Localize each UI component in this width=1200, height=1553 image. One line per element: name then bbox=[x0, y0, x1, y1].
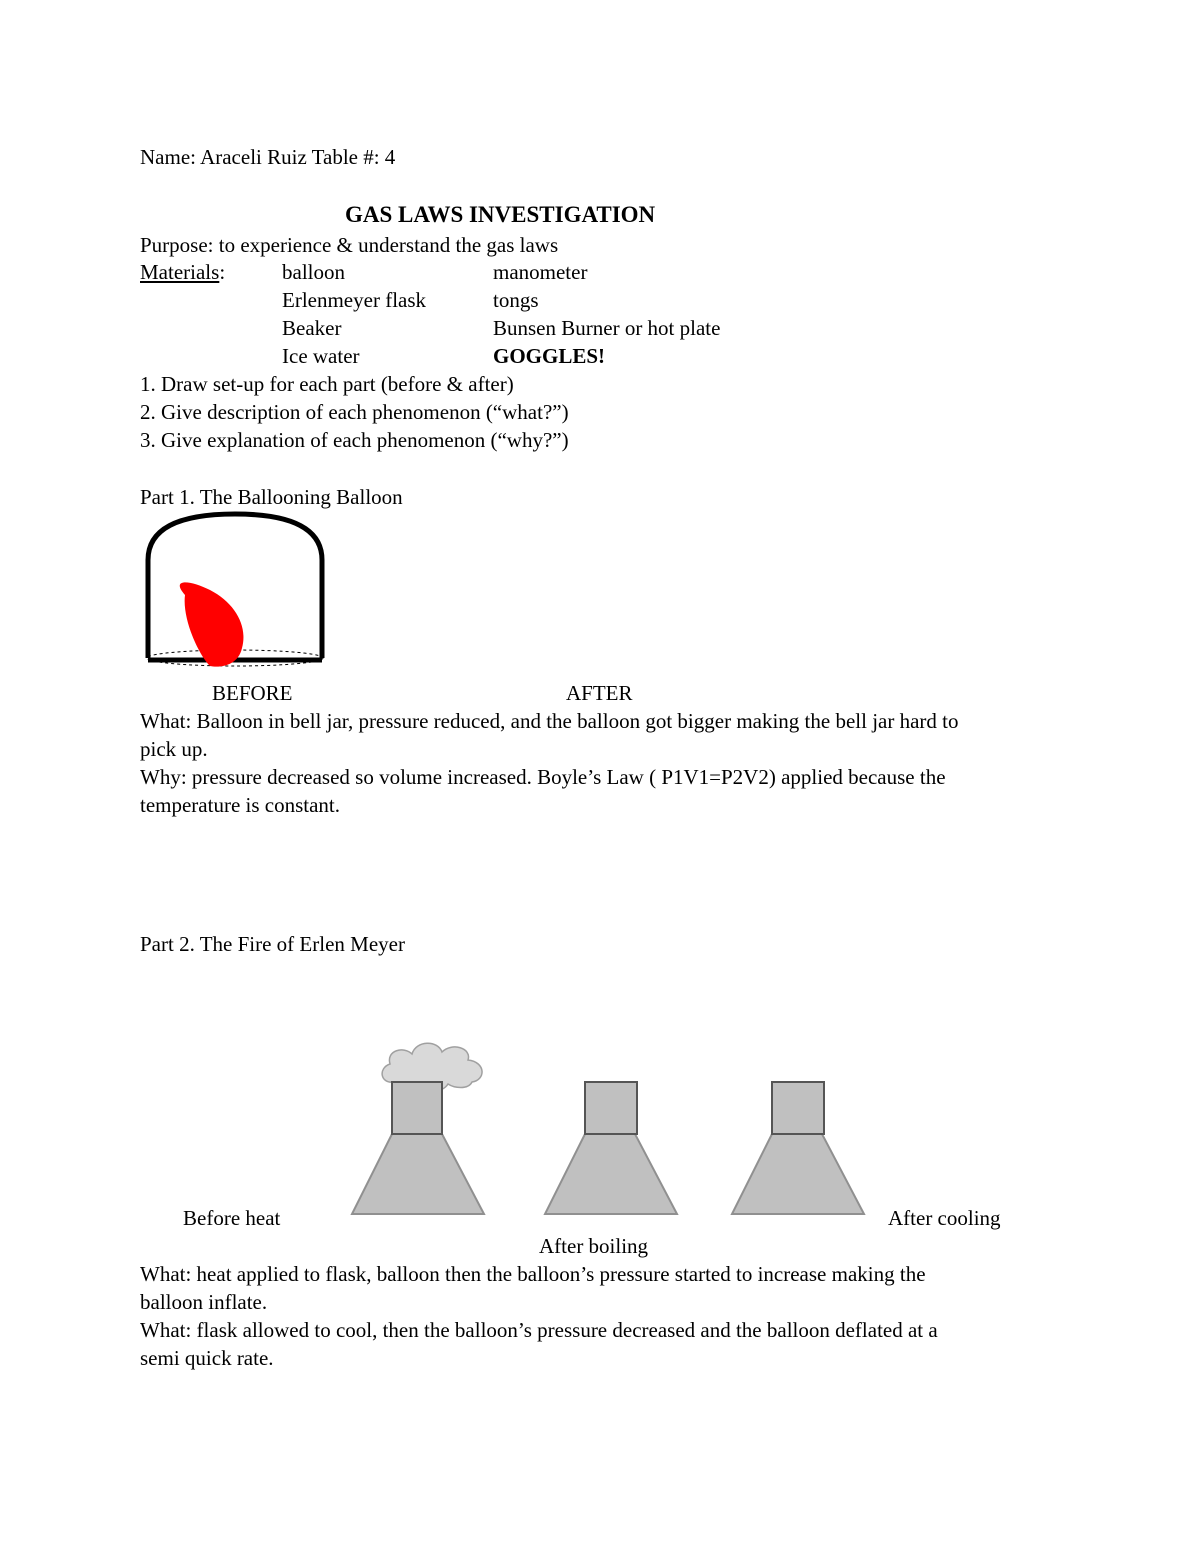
materials-label-wrap bbox=[140, 258, 225, 286]
materials-colon: : bbox=[219, 260, 226, 284]
before-label: BEFORE bbox=[212, 681, 293, 705]
after-boiling-label: After boiling bbox=[539, 1234, 649, 1258]
part1-why-line: Why: pressure decreased so volume increased. Boyle’s Law ( P1V1=P2V2) applied because the bbox=[140, 765, 946, 789]
page-title: GAS LAWS INVESTIGATION bbox=[345, 202, 656, 227]
material-item-goggles: GOGGLES! bbox=[493, 344, 606, 368]
flask-neck bbox=[585, 1082, 637, 1134]
material-item: Ice water bbox=[282, 344, 360, 368]
instruction-item: 2. Give description of each phenomenon (“what?”) bbox=[140, 400, 569, 424]
material-item: Erlenmeyer flask bbox=[282, 288, 427, 312]
bell-jar-drawing bbox=[140, 508, 330, 670]
flask-after-boiling bbox=[543, 1080, 683, 1218]
before-heat-label: Before heat bbox=[183, 1206, 281, 1230]
flask-after-cooling bbox=[730, 1080, 870, 1218]
flask-body bbox=[545, 1134, 677, 1214]
instruction-item: 1. Draw set-up for each part (before & after) bbox=[140, 372, 514, 396]
part2-what-line: semi quick rate. bbox=[140, 1346, 274, 1370]
after-cooling-label: After cooling bbox=[888, 1206, 1001, 1230]
part2-what-line: balloon inflate. bbox=[140, 1290, 268, 1314]
part2-heading: Part 2. The Fire of Erlen Meyer bbox=[140, 932, 405, 956]
flask-neck bbox=[392, 1082, 442, 1134]
instruction-item: 3. Give explanation of each phenomenon (“why?”) bbox=[140, 428, 569, 452]
balloon-shape bbox=[180, 582, 244, 666]
after-label: AFTER bbox=[566, 681, 633, 705]
part2-what-line: What: heat applied to flask, balloon then the balloon’s pressure started to increase making the bbox=[140, 1262, 926, 1286]
flask-neck bbox=[772, 1082, 824, 1134]
part1-what-line: What: Balloon in bell jar, pressure reduced, and the balloon got bigger making the bell jar hard to bbox=[140, 709, 959, 733]
purpose-line: Purpose: to experience & understand the gas laws bbox=[140, 233, 559, 257]
material-item: balloon bbox=[282, 260, 345, 284]
material-item: Bunsen Burner or hot plate bbox=[493, 316, 721, 340]
flask-before-heat bbox=[350, 1022, 490, 1218]
material-item: Beaker bbox=[282, 316, 342, 340]
flask-body bbox=[352, 1134, 484, 1214]
materials-label: Materials bbox=[140, 260, 220, 284]
material-item: manometer bbox=[493, 260, 588, 284]
flask-body bbox=[732, 1134, 864, 1214]
name-line: Name: Araceli Ruiz Table #: 4 bbox=[140, 145, 396, 169]
part1-what-line: pick up. bbox=[140, 737, 208, 761]
material-item: tongs bbox=[493, 288, 539, 312]
part2-what-line: What: flask allowed to cool, then the balloon’s pressure decreased and the balloon deflated at a bbox=[140, 1318, 938, 1342]
part1-heading: Part 1. The Ballooning Balloon bbox=[140, 485, 403, 509]
part1-why-line: temperature is constant. bbox=[140, 793, 341, 817]
